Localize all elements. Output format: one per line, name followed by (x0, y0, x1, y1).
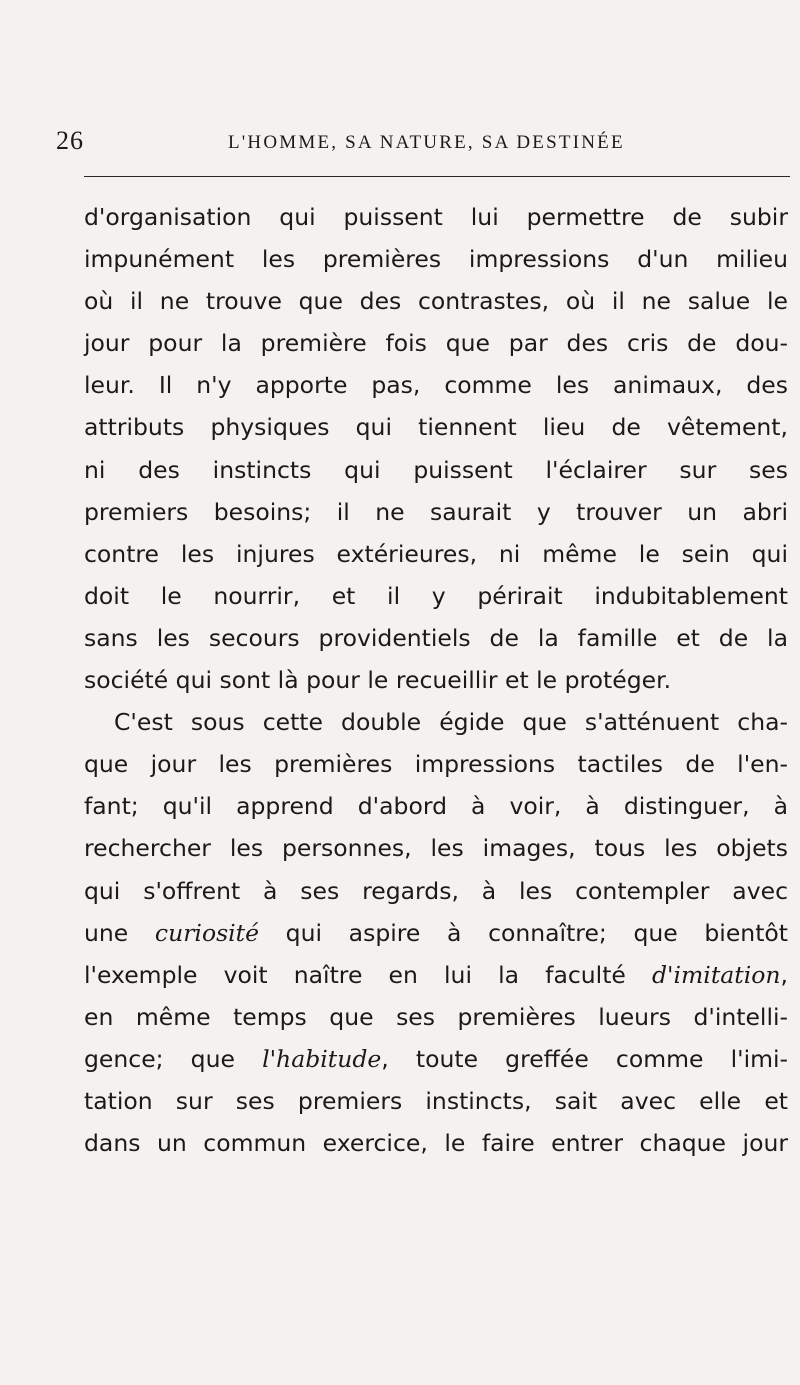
text-line (84, 1038, 788, 1080)
text-line: fant; qu'il apprend d'abord à voir, à distinguer, à (84, 792, 788, 821)
text-segment: , (780, 960, 788, 989)
text-line: attributs physiques qui tiennent lieu de vêtement, (84, 413, 788, 442)
text-segment: gence; que (84, 1044, 263, 1073)
text-line: société qui sont là pour le recueillir et le protéger. (84, 666, 672, 695)
text-line (84, 954, 788, 996)
text-line: ni des instincts qui puissent l'éclairer sur ses (84, 455, 788, 484)
text-line: leur. Il n'y apporte pas, comme les animaux, des (84, 371, 788, 400)
text-segment: l'exemple voit naître en lui la faculté (84, 960, 652, 989)
text-line: jour pour la première fois que par des cris de dou- (84, 329, 788, 358)
page-number: 26 (56, 126, 84, 155)
running-title: L'HOMME, SA NATURE, SA DESTINÉE (228, 132, 625, 153)
page-header (56, 126, 756, 166)
text-line: que jour les premières impressions tactiles de l'en- (84, 750, 788, 779)
text-segment: une (84, 918, 155, 947)
italic-term: curiosité (154, 918, 260, 947)
text-segment: , toute greffée comme l'imi- (381, 1044, 788, 1073)
text-line: qui s'offrent à ses regards, à les contempler avec (84, 876, 788, 905)
text-line: rechercher les personnes, les images, tous les objets (84, 834, 788, 863)
italic-term: l'habitude (262, 1044, 382, 1073)
text-segment: qui aspire à connaître; que bientôt (259, 918, 788, 947)
text-line: doit le nourrir, et il y périrait indubitablement (84, 581, 788, 610)
text-line: C'est sous cette double égide que s'atténuent cha- (114, 708, 788, 737)
header-rule (84, 176, 790, 177)
text-line: premiers besoins; il ne saurait y trouver un abri (84, 497, 788, 526)
text-line: d'organisation qui puissent lui permettre de subir (84, 203, 788, 231)
text-line: tation sur ses premiers instincts, sait avec elle et (84, 1086, 788, 1115)
italic-term: d'imitation (652, 960, 781, 989)
text-line: dans un commun exercice, le faire entrer chaque jour (84, 1129, 788, 1158)
text-line: impunément les premières impressions d'un milieu (84, 245, 788, 274)
text-line: sans les secours providentiels de la famille et de la (84, 623, 788, 652)
text-line: où il ne trouve que des contrastes, où il ne salue le (84, 287, 788, 316)
text-line: contre les injures extérieures, ni même le sein qui (84, 539, 788, 568)
body-text (84, 196, 788, 1164)
text-line: en même temps que ses premières lueurs d'intelli- (84, 1002, 788, 1031)
text-line (84, 912, 788, 954)
